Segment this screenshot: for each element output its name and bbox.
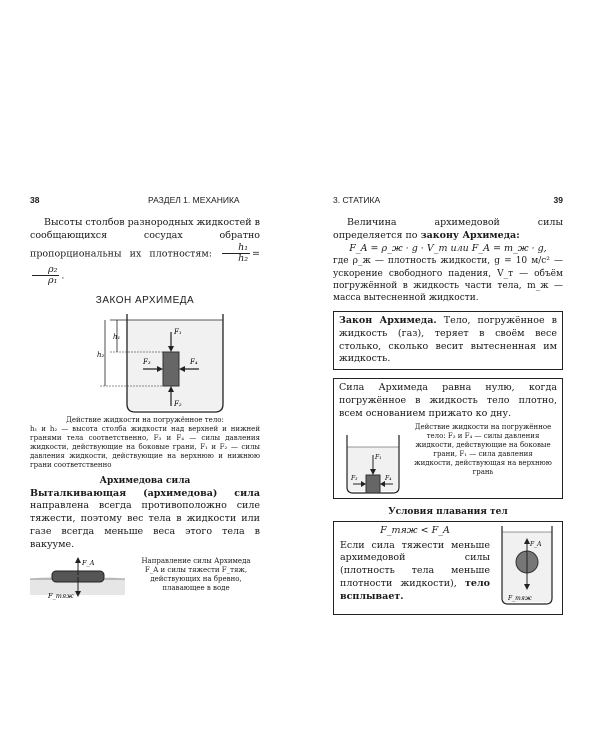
left-page-number: 38	[30, 195, 40, 205]
left-running-head: РАЗДЕЛ 1. МЕХАНИКА	[148, 195, 240, 205]
fig1-caption-body: h₁ и h₂ — высота столба жидкости над верхней и нижней гранями тела соответственно, F₃ и F₄ — силы давления жидкости, действующие на боковые грани, F₁ и F₂ — силы давления жидкости, действующие на верхнюю и нижнюю грани соответственно	[30, 424, 260, 470]
formula-legend: где ρ_ж — плотность жидкости, g = 10 м/с² — ускорение свободного падения, V_т — объём погружённой в жидкость части тела, m_ж — масса вытесненной жидкости.	[333, 256, 563, 303]
pressed-block	[366, 475, 380, 493]
svg-text:F₁: F₁	[375, 453, 382, 461]
floating-condition-box	[333, 521, 563, 615]
right-intro: Величина архимедовой силы определяется по закону Архимеда:	[333, 217, 563, 241]
left-intro: Высоты столбов разнородных жидкостей в сообщающихся сосудах обратно пропорциональны их плотностям: $\frac{\text{h₁}}{\text{h₂}}$ = $\frac{\text{ρ₂}}{\text{ρ₁}}$ .	[30, 217, 260, 286]
submerged-body-figure	[30, 312, 260, 414]
submerged-block	[163, 352, 179, 386]
archimedes-formula: F_A = ρ_ж · g · V_т или F_A = m_ж · g,	[349, 242, 547, 254]
svg-text:F_тяж: F_тяж	[508, 594, 532, 602]
left-header	[30, 195, 260, 207]
log-figure-block	[30, 555, 260, 605]
right-page	[333, 195, 563, 615]
float-title: Условия плавания тел	[388, 506, 508, 517]
floating-log-figure	[30, 555, 130, 605]
f2-label: F₂	[174, 399, 182, 408]
right-running-head: 3. СТАТИКА	[333, 195, 381, 205]
f4-label: F₄	[190, 357, 198, 366]
subsection-title: Архимедова сила	[99, 476, 191, 487]
archimedes-force-text: Выталкивающая (архимедова) сила направлена всегда противоположно силе тяжести, поэтому вес тела в жидкости или газе всегда меньше веса этого тела в вакууме.	[30, 487, 260, 550]
svg-text:F_A: F_A	[530, 540, 542, 548]
fig2-caption: Направление силы Архимеда F_A и силы тяжести F_тяж, действующих на бревно, плавающее в воде	[141, 556, 251, 592]
fig1-caption-title: Действие жидкости на погружённое тело:	[66, 415, 224, 424]
float-text: Если сила тяжести меньше архимедовой силы (плотность тела меньше плотности жидкости), тело всплывает.	[340, 539, 490, 602]
intro-text: Высоты столбов разнородных жидкостей в сообщающихся сосудах обратно пропорциональны их плотностям:	[30, 217, 260, 260]
bottom-pressed-figure	[339, 425, 409, 497]
float-condition: F_тяж < F_A	[380, 524, 450, 536]
fig3-caption: Действие жидкости на погружённое тело: F₃ и F₄ — силы давления жидкости, действующие на боковые грани, F₁ — сила давления жидкости, действующая на верхнюю грань	[414, 422, 552, 477]
log-ftyazh-label: F_тяж	[48, 591, 74, 600]
height-density-formula: $\frac{\text{h₁}}{\text{h₂}}$	[222, 243, 250, 265]
rising-ball-figure	[496, 524, 556, 606]
svg-text:F₄: F₄	[385, 474, 392, 482]
archimedes-law-box: Закон Архимеда. Тело, погружённое в жидкость (газ), теряет в своём весе столько, сколько весит вытесненная им жидкость.	[333, 311, 563, 370]
section-title: ЗАКОН АРХИМЕДА	[95, 295, 195, 307]
h2-label: h₂	[97, 350, 105, 359]
log-fa-label: F_A	[82, 558, 95, 567]
right-header	[333, 195, 563, 207]
right-page-number: 39	[553, 195, 563, 205]
zero-force-box: Сила Архимеда равна нулю, когда погружённое в жидкость тело плотно, всем основанием прижато ко дну. F₁ F₃ F₄ Действие жидкости на погружённое тело: F₃ и F₄ — силы давления жидкости, действующие на боковые грани, F₁ — сила давления жидкости, действующая на верхнюю грань	[333, 378, 563, 498]
svg-text:F₃: F₃	[351, 474, 358, 482]
h1-label: h₁	[113, 332, 121, 341]
left-page	[30, 195, 260, 605]
f1-label: F₁	[174, 327, 182, 336]
f3-label: F₃	[143, 357, 151, 366]
